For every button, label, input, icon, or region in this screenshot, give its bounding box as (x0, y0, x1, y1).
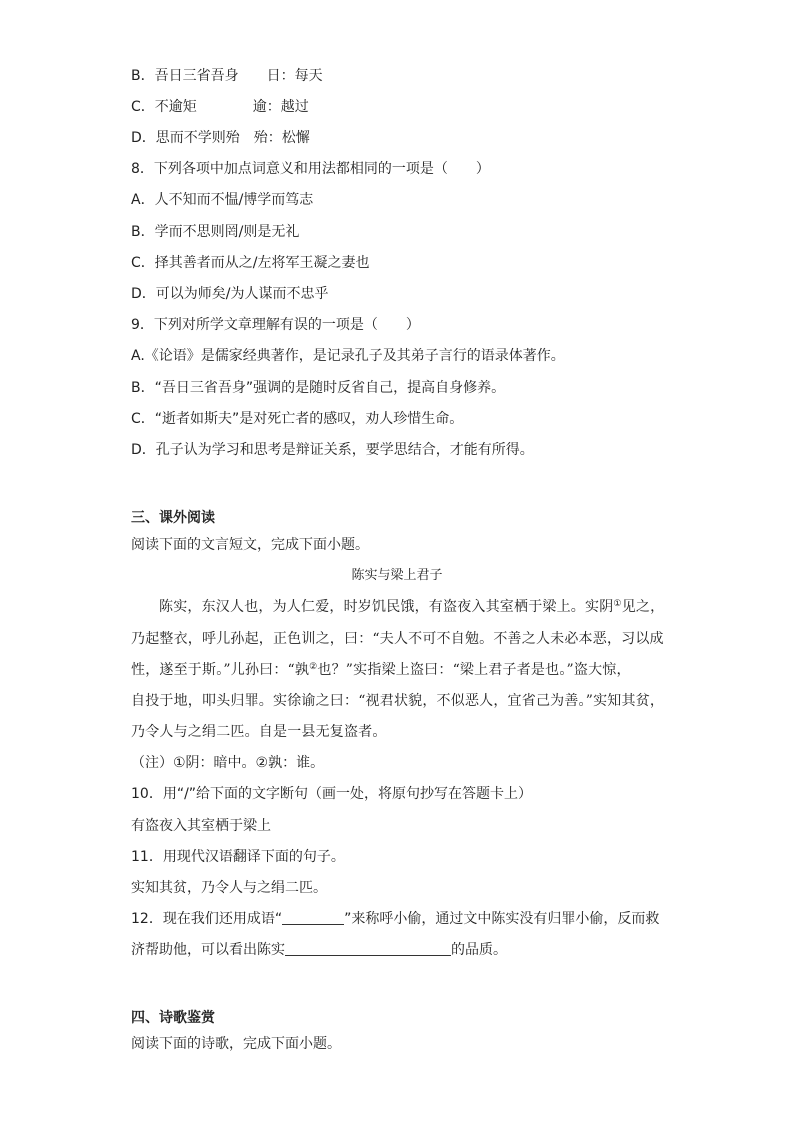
q7-option-d (131, 128, 691, 148)
passage-note: （注）①阴：暗中。②孰：谁。 (131, 755, 325, 771)
q12-line-1 (131, 909, 691, 929)
passage-text: 性，遂至于斯。”儿孙曰：“孰 (131, 662, 310, 678)
passage-title: 陈实与梁上君子 (351, 568, 443, 583)
q9-option-b: B．“吾日三省吾身”强调的是随时反省自己，提高自身修养。 (131, 380, 506, 396)
q11-stem: 11．用现代汉语翻译下面的句子。 (131, 849, 345, 865)
passage-text: 见之， (621, 599, 665, 615)
option-gloss: 日：每天 (266, 68, 323, 84)
section3-intro: 阅读下面的文言短文，完成下面小题。 (131, 537, 369, 553)
q8-option-a: A．人不知而不愠/博学而笃志 (131, 192, 314, 208)
q7-option-c (131, 97, 691, 117)
q12-text: 的品质。 (451, 942, 507, 958)
option-text: C．不逾矩 (131, 99, 197, 115)
q9-stem: 9．下列对所学文章理解有误的一项是（ ） (131, 317, 420, 333)
passage-line-5: 乃令人与之绢二匹。自是一县无复盗者。 (131, 724, 387, 740)
q12-blank-idiom[interactable] (282, 910, 344, 925)
section3-heading: 三、课外阅读 (131, 510, 215, 526)
q10-text: 有盗夜入其室栖于梁上 (131, 818, 271, 834)
q8-option-b: B．学而不思则罔/则是无礼 (131, 224, 300, 240)
q10-stem: 10．用“/”给下面的文字断句（画一处，将原句抄写在答题卡上） (131, 786, 533, 802)
passage-line-4: 自投于地，叩头归罪。实徐谕之曰：“视君状貌，不似恶人，宜省己为善。”实知其贫， (131, 693, 665, 709)
q9-option-c: C．“逝者如斯夫”是对死亡者的感叹，劝人珍惜生命。 (131, 411, 464, 427)
q12-blank-quality[interactable] (285, 941, 451, 956)
q8-stem: 8．下列各项中加点词意义和用法都相同的一项是（ ） (131, 161, 490, 177)
q7-option-b (131, 66, 691, 86)
q12-line-2 (131, 940, 691, 960)
passage-line-1 (159, 597, 719, 617)
option-gloss: 殆：松懈 (253, 130, 310, 146)
q12-text: 济帮助他，可以看出陈实 (131, 942, 285, 958)
q12-text: ”来称呼小偷，通过文中陈实没有归罪小偷，反而救 (344, 911, 660, 927)
section4-heading: 四、诗歌鉴赏 (131, 1010, 215, 1026)
passage-text: 也？”实指梁上盗曰：“梁上君子者是也。”盗大惊， (317, 662, 631, 678)
q9-option-a: A.《论语》是儒家经典著作，是记录孔子及其弟子言行的语录体著作。 (131, 348, 565, 364)
note-mark-2: ② (309, 662, 318, 672)
q8-option-d: D．可以为师矣/为人谋而不忠乎 (131, 286, 329, 302)
option-text: D．思而不学则殆 (131, 130, 240, 146)
q11-text: 实知其贫，乃令人与之绢二匹。 (131, 880, 327, 896)
passage-text: 陈实，东汉人也，为人仁爱，时岁饥民饿，有盗夜入其室栖于梁上。实阴 (159, 599, 614, 615)
option-gloss: 逾：越过 (252, 99, 309, 115)
q8-option-c: C．择其善者而从之/左将军王凝之妻也 (131, 255, 370, 271)
note-mark-1: ① (613, 599, 622, 609)
q9-option-d: D．孔子认为学习和思考是辩证关系，要学思结合，才能有所得。 (131, 442, 534, 458)
passage-line-2: 乃起整衣，呼儿孙起，正色训之，曰：“夫人不可不自勉。不善之人未必本恶，习以成 (131, 631, 664, 647)
q12-text: 12．现在我们还用成语“ (131, 911, 283, 927)
passage-line-3 (131, 660, 691, 680)
option-text: B．吾日三省吾身 (131, 68, 239, 84)
section4-intro: 阅读下面的诗歌，完成下面小题。 (131, 1036, 341, 1052)
